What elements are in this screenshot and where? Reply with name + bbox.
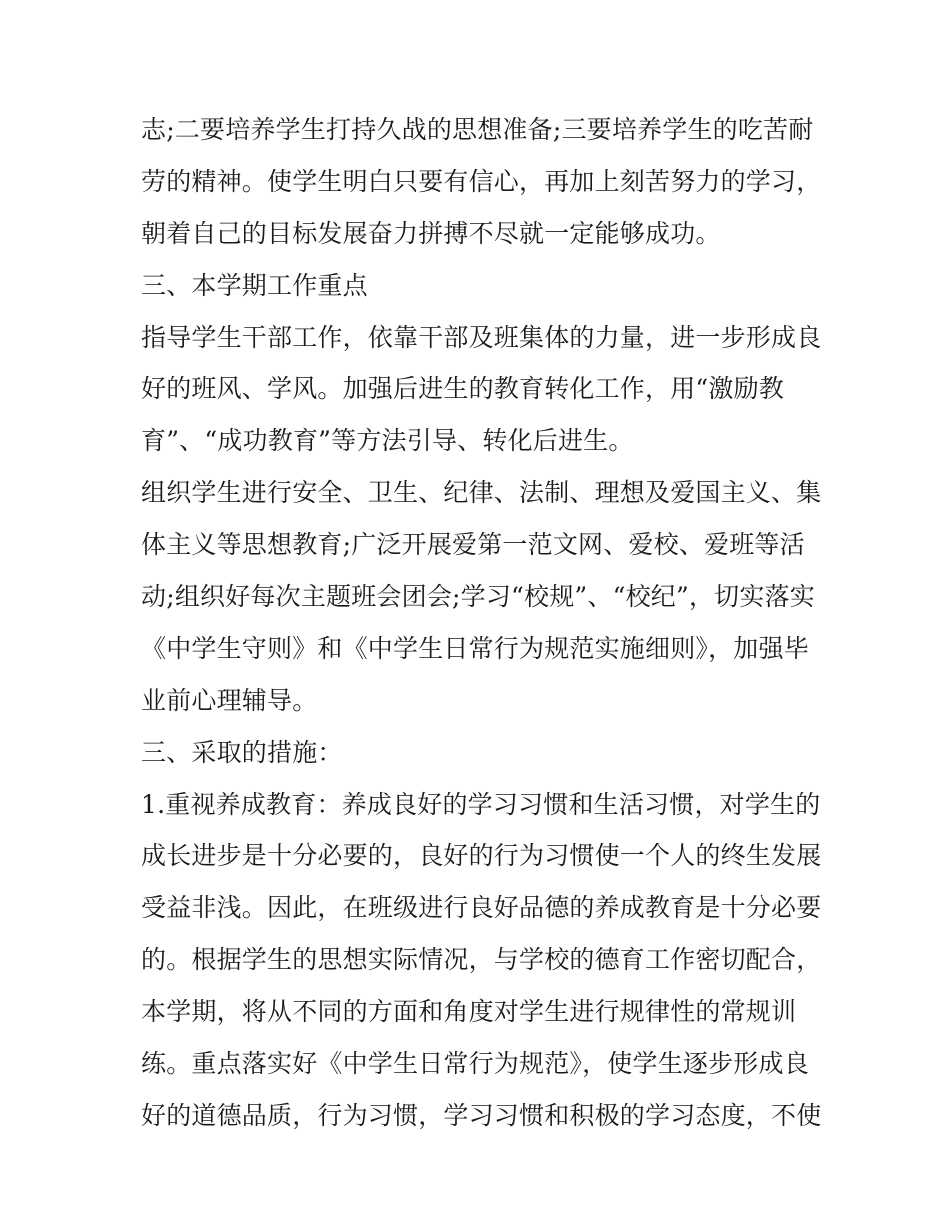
text-line: 指导学生干部工作，依靠干部及班集体的力量，进一步形成良	[141, 322, 822, 352]
text-line: 1.重视养成教育：养成良好的学习习惯和生活习惯，对学生的	[141, 789, 821, 819]
text-line: 本学期，将从不同的方面和角度对学生进行规律性的常规训	[141, 997, 797, 1027]
text-line: 受益非浅。因此，在班级进行良好品德的养成教育是十分必要	[141, 893, 822, 923]
text-line: 育”、“成功教育”等方法引导、转化后进生。	[141, 426, 634, 456]
document-body	[141, 108, 831, 1146]
text-line: 好的班风、学风。加强后进生的教育转化工作，用“激励教	[141, 374, 784, 404]
text-line: 业前心理辅导。	[141, 685, 318, 715]
text-line: 劳的精神。使学生明白只要有信心，再加上刻苦努力的学习，	[141, 166, 822, 196]
section-heading-work-focus: 三、本学期工作重点	[141, 270, 368, 300]
text-line: 动;组织好每次主题班会团会;学习“校规”、“校纪”，切实落实	[141, 582, 815, 612]
text-line: 朝着自己的目标发展奋力拼搏不尽就一定能够成功。	[141, 218, 721, 248]
text-line: 《中学生守则》和《中学生日常行为规范实施细则》，加强毕	[141, 633, 809, 663]
text-line: 志;二要培养学生打持久战的思想准备;三要培养学生的吃苦耐	[141, 115, 814, 144]
text-line: 成长进步是十分必要的，良好的行为习惯使一个人的终生发展	[141, 841, 822, 871]
text-line: 练。重点落实好《中学生日常行为规范》，使学生逐步形成良	[141, 1049, 809, 1079]
text-line: 好的道德品质，行为习惯，学习习惯和积极的学习态度，不使	[141, 1100, 822, 1130]
section-heading-measures: 三、采取的措施：	[141, 737, 343, 767]
text-line: 体主义等思想教育;广泛开展爱第一范文网、爱校、爱班等活	[141, 530, 805, 560]
text-line: 组织学生进行安全、卫生、纪律、法制、理想及爱国主义、集	[141, 478, 822, 508]
text-line: 的。根据学生的思想实际情况，与学校的德育工作密切配合，	[141, 945, 822, 975]
